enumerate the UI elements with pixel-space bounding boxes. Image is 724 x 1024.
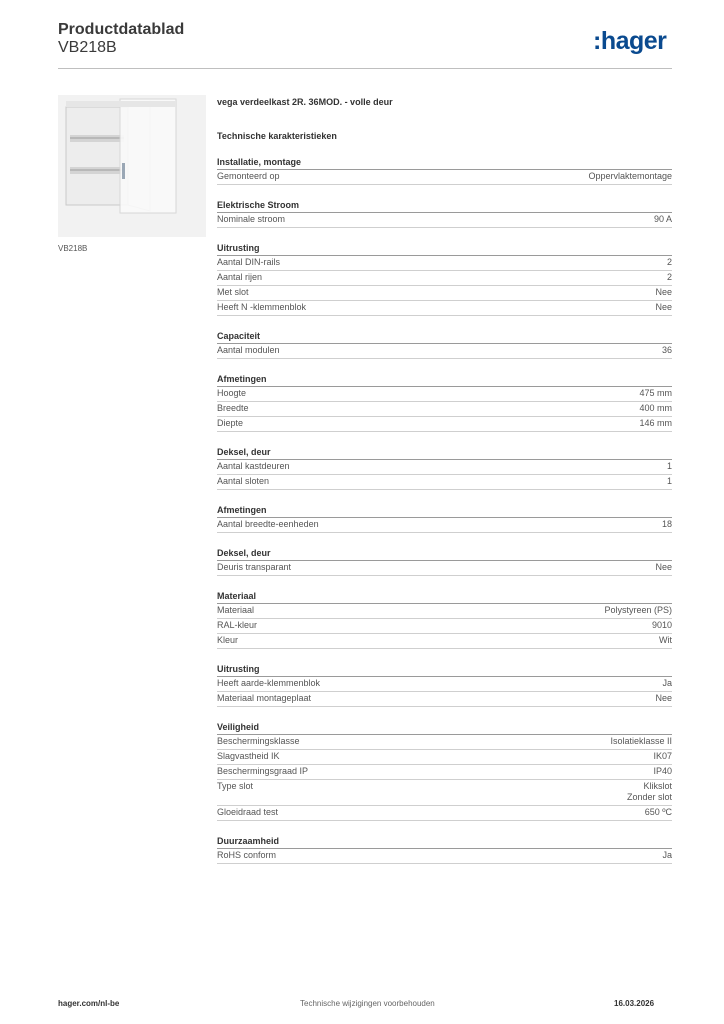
spec-label: Aantal DIN-rails [217, 257, 281, 267]
spec-row [217, 256, 672, 271]
spec-label: Diepte [217, 418, 244, 428]
spec-label: Heeft N -klemmenblok [217, 302, 307, 312]
spec-label: Heeft aarde-klemmenblok [217, 678, 321, 688]
spec-value [662, 678, 672, 689]
spec-value-line: 90 A [653, 214, 672, 224]
spec-value-line: 9010 [651, 620, 672, 630]
spec-label: Type slot [217, 781, 254, 791]
spec-label: Kleur [217, 635, 239, 645]
section-title: Materiaal [217, 590, 672, 604]
tech-heading: Technische karakteristieken [217, 131, 337, 141]
spec-value-line: Zonder slot [626, 792, 672, 802]
spec-value-line: Nee [655, 287, 672, 297]
spec-row [217, 301, 672, 316]
spec-value [655, 562, 672, 573]
spec-label: Materiaal [217, 605, 255, 615]
spec-value [655, 693, 672, 704]
footer-date: 16.03.2026 [614, 999, 655, 1008]
spec-label: RAL-kleur [217, 620, 258, 630]
spec-value [655, 287, 672, 298]
section-title: Afmetingen [217, 504, 672, 518]
spec-row [217, 735, 672, 750]
spec-value-line: 400 mm [639, 403, 672, 413]
spec-label: Aantal kastdeuren [217, 461, 290, 471]
spec-row [217, 402, 672, 417]
spec-value-line: 2 [666, 257, 672, 267]
spec-label: Slagvastheid IK [217, 751, 280, 761]
spec-label: Aantal breedte-eenheden [217, 519, 319, 529]
spec-value [645, 807, 672, 818]
spec-value [639, 418, 672, 429]
header-divider [58, 68, 672, 69]
spec-value-line: Nee [655, 302, 672, 312]
spec-label: Gloeidraad test [217, 807, 279, 817]
spec-row [217, 387, 672, 402]
footer-disclaimer: Technische wijzigingen voorbehouden [300, 999, 435, 1008]
spec-value-line: Wit [659, 635, 672, 645]
spec-section [217, 663, 672, 707]
image-caption: VB218B [58, 244, 88, 253]
spec-row [217, 518, 672, 533]
spec-value-line: 1 [666, 476, 672, 486]
spec-value-line: Nee [655, 693, 672, 703]
spec-section [217, 835, 672, 864]
spec-label: Hoogte [217, 388, 247, 398]
spec-section [217, 446, 672, 490]
product-image [58, 95, 206, 237]
spec-content [217, 96, 672, 864]
spec-row [217, 604, 672, 619]
spec-label: Beschermingsgraad IP [217, 766, 309, 776]
section-title: Elektrische Stroom [217, 199, 672, 213]
spec-value-line: IP40 [653, 766, 672, 776]
spec-section [217, 721, 672, 821]
spec-value-line: IK07 [653, 751, 672, 761]
spec-row [217, 750, 672, 765]
spec-label: Nominale stroom [217, 214, 286, 224]
spec-value [659, 635, 672, 646]
spec-row [217, 806, 672, 821]
spec-section [217, 547, 672, 576]
product-code: VB218B [58, 39, 117, 56]
spec-value [667, 461, 672, 472]
spec-value [654, 214, 672, 225]
spec-value [653, 751, 672, 762]
spec-row [217, 849, 672, 864]
spec-row [217, 561, 672, 576]
spec-row [217, 677, 672, 692]
spec-row [217, 271, 672, 286]
spec-row [217, 344, 672, 359]
spec-label: Aantal sloten [217, 476, 270, 486]
spec-value [662, 850, 672, 861]
section-title: Deksel, deur [217, 446, 672, 460]
spec-value [588, 171, 672, 182]
spec-value [639, 388, 672, 399]
spec-section [217, 373, 672, 432]
section-title: Afmetingen [217, 373, 672, 387]
hager-logo: :hager [593, 27, 667, 55]
footer-website: hager.com/nl-be [58, 999, 120, 1008]
spec-row [217, 170, 672, 185]
spec-value [667, 257, 672, 268]
spec-sections [217, 156, 672, 864]
spec-label: RoHS conform [217, 850, 277, 860]
section-title: Capaciteit [217, 330, 672, 344]
spec-row [217, 460, 672, 475]
spec-row [217, 213, 672, 228]
section-title: Uitrusting [217, 663, 672, 677]
spec-value [667, 476, 672, 487]
spec-row [217, 619, 672, 634]
spec-row [217, 475, 672, 490]
spec-value [667, 272, 672, 283]
spec-row [217, 780, 672, 806]
spec-label: Beschermingsklasse [217, 736, 300, 746]
spec-section [217, 330, 672, 359]
spec-label: Met slot [217, 287, 249, 297]
page-title: Productdatablad [58, 21, 185, 38]
spec-value [639, 403, 672, 414]
spec-value-line: Klikslot [643, 781, 672, 791]
spec-label: Materiaal montageplaat [217, 693, 312, 703]
spec-value-line: Ja [662, 850, 672, 860]
spec-value-line: 18 [661, 519, 672, 529]
spec-value [655, 302, 672, 313]
spec-value [627, 781, 672, 803]
spec-row [217, 765, 672, 780]
spec-value [662, 519, 672, 530]
product-name: vega verdeelkast 2R. 36MOD. - volle deur [217, 97, 393, 107]
spec-section [217, 156, 672, 185]
spec-row [217, 286, 672, 301]
enclosure-illustration [58, 95, 206, 237]
spec-value [653, 766, 672, 777]
section-title: Duurzaamheid [217, 835, 672, 849]
spec-row [217, 692, 672, 707]
spec-value [652, 620, 672, 631]
section-title: Veiligheid [217, 721, 672, 735]
spec-value-line: 36 [661, 345, 672, 355]
spec-value-line: 650 ºC [644, 807, 672, 817]
spec-value-line: Ja [662, 678, 672, 688]
spec-label: Aantal rijen [217, 272, 263, 282]
spec-value-line: 475 mm [639, 388, 672, 398]
spec-label: Gemonteerd op [217, 171, 280, 181]
spec-value-line: 2 [666, 272, 672, 282]
spec-value-line: Isolatieklasse II [610, 736, 672, 746]
spec-section [217, 242, 672, 316]
spec-value [610, 736, 672, 747]
section-title: Uitrusting [217, 242, 672, 256]
spec-label: Deuris transparant [217, 562, 292, 572]
spec-value [604, 605, 672, 616]
spec-row [217, 634, 672, 649]
section-title: Deksel, deur [217, 547, 672, 561]
spec-value-line: 146 mm [639, 418, 672, 428]
spec-value [662, 345, 672, 356]
spec-row [217, 417, 672, 432]
spec-value-line: Oppervlaktemontage [588, 171, 672, 181]
spec-value-line: Polystyreen (PS) [604, 605, 672, 615]
spec-label: Breedte [217, 403, 249, 413]
spec-section [217, 199, 672, 228]
spec-section [217, 590, 672, 649]
spec-label: Aantal modulen [217, 345, 280, 355]
spec-section [217, 504, 672, 533]
section-title: Installatie, montage [217, 156, 672, 170]
spec-value-line: 1 [666, 461, 672, 471]
spec-value-line: Nee [655, 562, 672, 572]
